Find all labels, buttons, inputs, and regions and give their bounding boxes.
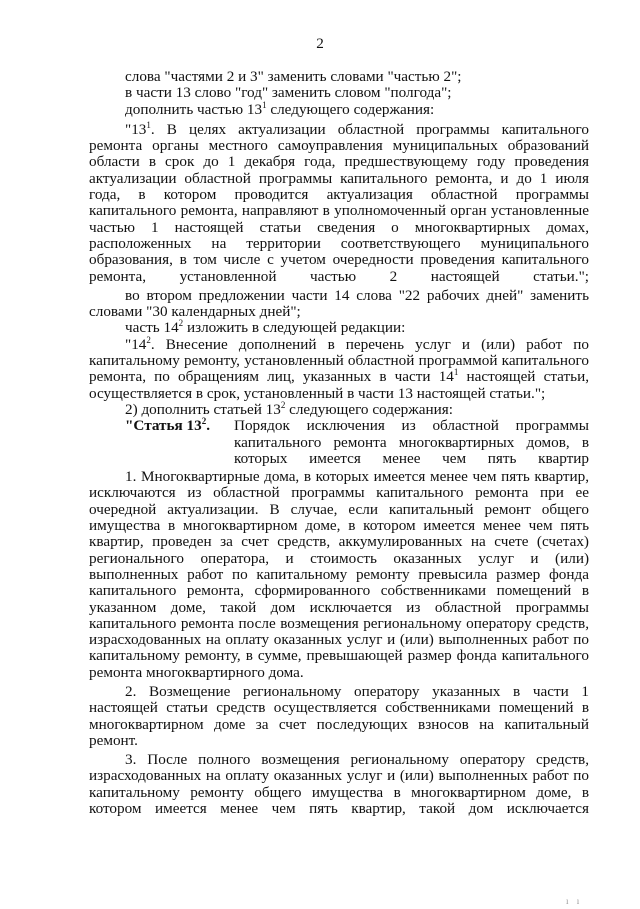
corner-mark: ı ı (566, 896, 583, 906)
quoted-part-13-1: "$13^1$. В целях актуализации областной программы капитального ремонта органы местного самоуправления муниципальных образований области в срок до 1 декабря года, предшествующему году проведения актуализации областной программы капитального ремонта, и до 1 июля года, в котором проводится актуализация областной программы капитального ремонта, направляют в уполномоченный орган установленные частью 1 настоящей статьи сведения о многоквартирных домах, расположенных на территории соответствующего муниципального образования, в том числе с учетом очередности проведения капитального ремонта, установленной частью 2 настоящей статьи."; (89, 119, 589, 285)
article-label: "Статья $13^2$. (125, 416, 211, 435)
article-paragraph: 2. Возмещение региональному оператору указанных в части 1 настоящей статьи средств осуществляется собственниками помещений в многоквартирном доме за счет последующих взносов на капитальный ремонт. (89, 682, 589, 749)
article-title: Порядок исключения из областной программы капитального ремонта многоквартирных домов, в которых имеется менее чем пять квартир (234, 417, 589, 467)
article-heading (89, 418, 589, 467)
page-number: 2 (316, 35, 324, 52)
paragraph: дополнить частью $13^1$ следующего содержания: (125, 99, 435, 118)
paragraph: 2) дополнить статьей $13^2$ следующего содержания: (125, 399, 453, 418)
article-paragraph: 3. После полного возмещения региональному оператору средств, израсходованных на оплату оказанных услуг и (или) выполненных работ по капитальному ремонту общего имущества в многоквартирном доме, в котором имеется менее чем пять квартир, такой дом исключается (89, 751, 589, 818)
quoted-part-14-2: "$14^2$. Внесение дополнений в перечень услуг и (или) работ по капитальному ремонту, установленный областной программой капитального ремонта, по обращениям лиц, указанных в части $14^1$ настоящей статьи, осуществляется в срок, установленный в части 13 настоящей статьи."; (89, 334, 589, 402)
paragraph: во втором предложении части 14 слова "22 рабочих дней" заменить словами "30 календарных дней"; (89, 286, 589, 321)
article-paragraph: 1. Многоквартирные дома, в которых имеется менее чем пять квартир, исключаются из областной программы капитального ремонта при ее очередной актуализации. В случае, если капитальный ремонт общего имущества в многоквартирном доме, в котором имеется менее чем пять квартир, проведен за счет средств, аккумулированных на счете (счетах) регионального оператора, и стоимость оказанных услуг и (или) выполненных работ по капитальному ремонту превысила размер фонда капитального ремонта, сформированного собственниками помещений в указанном доме, такой дом исключается из областной программы капитального ремонта после возмещения региональному оператору средств, израсходованных на оплату оказанных услуг и (или) выполненных работ по капитальному ремонту, в сумме, превышающей размер фонда капитального ремонта многоквартирного дома. (89, 468, 589, 681)
document-body (89, 69, 589, 817)
paragraph: слова "частями 2 и 3" заменить словами "частью 2"; (125, 68, 462, 85)
paragraph: в части 13 слово "год" заменить словом "полгода"; (125, 84, 452, 102)
paragraph: часть $14^2$ изложить в следующей редакции: (125, 318, 406, 337)
